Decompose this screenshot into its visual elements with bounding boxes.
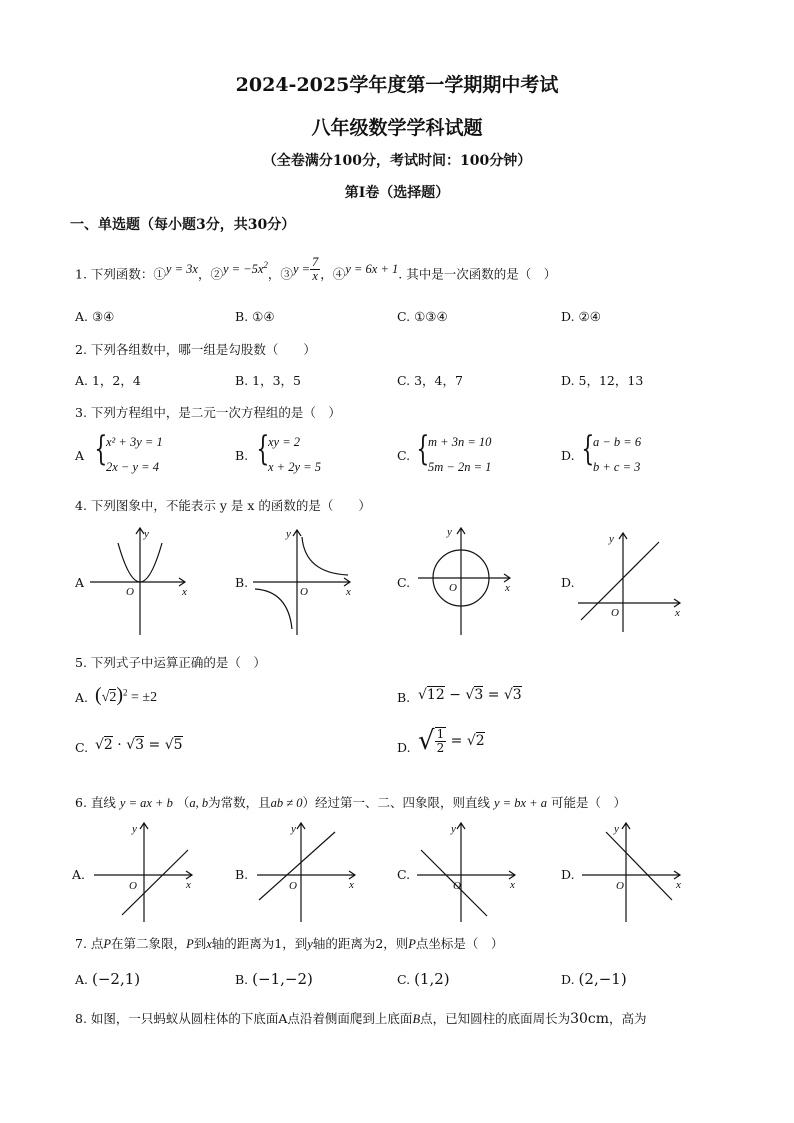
- question-4: 4. 下列图象中，不能表示 y 是 x 的函数的是（ ）: [75, 498, 371, 513]
- q7-p1: P: [103, 937, 112, 951]
- q5-a-rhs: = ±2: [131, 690, 158, 705]
- q7-option-a[interactable]: [75, 970, 140, 988]
- q1-f3: [292, 255, 320, 284]
- q4-b-curve-2: [255, 589, 292, 629]
- q5-d-sqrt-sign: √: [418, 726, 435, 756]
- q4-graph-c[interactable]: [415, 525, 525, 640]
- q1-sep4: ，④: [320, 266, 346, 282]
- q1-f2-sup: 2: [263, 259, 268, 270]
- q4-c-x-label: x: [505, 582, 510, 594]
- q5-c-r1: 2: [103, 737, 113, 753]
- q8-b: B: [412, 1012, 421, 1026]
- q6-mid3: ）经过第一、二、四象限，则直线: [302, 795, 491, 810]
- q6-a-y-label: y: [132, 823, 137, 835]
- q3-d-brace: {: [581, 429, 595, 469]
- q5-a-sqrt-sign: √: [101, 690, 110, 705]
- q5-b-sqrt1: √: [418, 687, 427, 703]
- q4-d-origin: O: [611, 607, 619, 619]
- q3-option-b-label[interactable]: B.: [235, 448, 249, 463]
- q5-option-c[interactable]: [95, 737, 183, 753]
- q8-text3: ，高为: [609, 1011, 647, 1026]
- q3-option-a-label[interactable]: A: [75, 448, 85, 463]
- q3-b-eq2: x + 2y = 5: [268, 460, 321, 474]
- q6-c-x-label: x: [510, 879, 515, 891]
- q6-option-d-label[interactable]: D.: [561, 867, 575, 882]
- q7-y-axis: y: [307, 937, 313, 951]
- exam-info: （全卷满分100分，考试时间：100分钟）: [262, 153, 532, 169]
- q5-option-d[interactable]: [418, 726, 485, 756]
- q5-b-op: −: [449, 687, 461, 703]
- section-title: 一、单选题（每小题3分，共30分）: [70, 217, 296, 233]
- q4-d-y-label: y: [609, 533, 614, 545]
- q5-c-r3: 5: [173, 737, 183, 753]
- q3-b-eq1: xy = 2: [268, 435, 301, 449]
- q7-prefix: 7. 点: [75, 936, 104, 951]
- q6-f1: y = ax + b: [119, 796, 173, 810]
- question-6: [75, 793, 626, 811]
- q1-f1: y = 3x: [165, 261, 198, 276]
- q6-mid: （: [176, 795, 190, 810]
- q4-option-b-label[interactable]: B.: [235, 575, 249, 590]
- q4-b-curve-1: [302, 537, 348, 575]
- question-8: [75, 1009, 647, 1027]
- q5-a-rparen: ): [116, 684, 124, 706]
- q7-a-value: (−2,1): [92, 970, 141, 988]
- q2-option-c[interactable]: C. 3，4，7: [397, 373, 463, 388]
- q4-option-d-label[interactable]: D.: [561, 575, 575, 590]
- q1-f3-den: x: [312, 269, 318, 284]
- q7-t2: 到: [193, 936, 207, 951]
- q8-text2: 点，已知圆柱的底面周长为: [420, 1011, 571, 1026]
- q8-text1: 8. 如图，一只蚂蚁从圆柱体的下底面A点沿着侧面爬到上底面: [75, 1011, 413, 1026]
- q5-option-b[interactable]: [418, 687, 522, 703]
- q5-d-num: 1: [436, 727, 445, 742]
- q1-option-c[interactable]: C. ①③④: [397, 309, 448, 324]
- q3-d-eq2: b + c = 3: [593, 460, 641, 474]
- q5-a-exp: 2: [123, 687, 128, 698]
- q5-option-d-label[interactable]: D.: [397, 740, 411, 755]
- q3-c-eq2: 5m − 2n = 1: [428, 460, 492, 474]
- exam-title: 2024-2025学年度第一学期期中考试: [235, 74, 559, 96]
- q6-option-b-label[interactable]: B.: [235, 867, 249, 882]
- q7-p2: P: [186, 937, 194, 951]
- q3-a-eq1: x² + 3y = 1: [106, 435, 163, 449]
- q6-c-origin: O: [453, 880, 461, 892]
- q1-sep2: ，②: [197, 266, 223, 282]
- q7-b-label: B.: [235, 972, 249, 987]
- q7-t4: 轴的距离为2，则: [312, 936, 409, 951]
- q4-c-y-label: y: [447, 526, 452, 538]
- q6-cond: ab ≠ 0: [270, 796, 303, 810]
- q4-a-x-label: x: [182, 586, 187, 598]
- q6-d-y-label: y: [614, 823, 619, 835]
- q4-d-x-label: x: [675, 607, 680, 619]
- q5-c-op: ·: [117, 737, 122, 753]
- q5-c-r2: 3: [135, 737, 145, 753]
- q6-d-x-label: x: [676, 879, 681, 891]
- q6-graph-a[interactable]: [92, 820, 202, 925]
- question-2: 2. 下列各组数中，哪一组是勾股数（ ）: [75, 342, 316, 357]
- q1-f3-lhs: y =: [292, 261, 311, 276]
- q5-b-r2: 3: [474, 687, 484, 703]
- q1-prefix: 1. 下列函数：①: [75, 266, 166, 282]
- q4-a-y-label: y: [144, 528, 149, 540]
- q7-p3: P: [408, 937, 416, 951]
- question-7: [75, 934, 503, 952]
- q2-option-a[interactable]: A. 1，2，4: [75, 373, 141, 388]
- q7-t1: 在第二象限，: [111, 936, 187, 951]
- q6-d-origin: O: [616, 880, 624, 892]
- q7-t5: 点坐标是（ ）: [415, 936, 504, 951]
- q6-option-c-label[interactable]: C.: [397, 867, 411, 882]
- q4-b-origin: O: [300, 586, 308, 598]
- q1-sep3: ，③: [267, 266, 293, 282]
- q6-a-origin: O: [129, 880, 137, 892]
- q4-option-c-label[interactable]: C.: [397, 575, 411, 590]
- q4-c-origin: O: [449, 582, 457, 594]
- q3-d-eq1: a − b = 6: [593, 435, 642, 449]
- q3-option-d-label[interactable]: D.: [561, 448, 575, 463]
- q2-option-d[interactable]: D. 5，12，13: [561, 373, 644, 388]
- q6-a-x-label: x: [186, 879, 191, 891]
- q7-x-axis: x: [206, 937, 212, 951]
- q1-f4: y = 6x + 1: [345, 261, 399, 276]
- q5-a-lparen: (: [95, 684, 102, 706]
- q8-val: 30cm: [570, 1011, 610, 1027]
- q5-b-r1: 12: [426, 687, 445, 703]
- q7-d-label: D.: [561, 972, 575, 987]
- q5-b-sqrt2: √: [465, 687, 475, 703]
- q6-graph-c[interactable]: [415, 820, 525, 925]
- q6-option-a-label[interactable]: A.: [72, 867, 86, 882]
- q3-b-brace: {: [256, 429, 270, 469]
- volume-title: 第Ⅰ卷（选择题）: [344, 185, 450, 201]
- q4-graph-d[interactable]: [575, 530, 690, 635]
- q7-option-d[interactable]: [561, 970, 627, 988]
- q6-graph-b[interactable]: [255, 820, 365, 925]
- q6-b-line: [259, 832, 335, 900]
- q7-t3: 轴的距离为1，到: [211, 936, 308, 951]
- q5-c-sqrt2: √: [126, 737, 136, 753]
- q6-suffix: 可能是（ ）: [550, 795, 626, 810]
- q6-b-y-label: y: [291, 823, 296, 835]
- q5-d-den: 2: [436, 741, 445, 755]
- q5-option-a[interactable]: [95, 684, 157, 707]
- q7-a-label: A.: [75, 972, 89, 987]
- q7-b-value: (−1,−2): [252, 970, 313, 988]
- q6-prefix: 6. 直线: [75, 795, 116, 810]
- q1-option-d[interactable]: D. ②④: [561, 309, 601, 324]
- q3-c-brace: {: [416, 429, 430, 469]
- q3-a-eq2: 2x − y = 4: [106, 460, 159, 474]
- q5-c-sqrt3: √: [164, 737, 174, 753]
- q4-b-x-label: x: [346, 586, 351, 598]
- q6-ab: a, b: [189, 796, 209, 810]
- q7-c-value: (1,2): [414, 970, 450, 988]
- q4-graph-a[interactable]: [90, 525, 200, 640]
- q5-a-radicand: 2: [109, 690, 117, 705]
- q7-d-value: (2,−1): [578, 970, 627, 988]
- q5-option-c-label[interactable]: C.: [75, 740, 89, 755]
- q6-b-x-label: x: [349, 879, 354, 891]
- q7-option-c[interactable]: [397, 970, 450, 988]
- q1-f2-base: y = −5x: [222, 261, 264, 276]
- q4-option-a-label[interactable]: A: [75, 575, 85, 590]
- q5-d-r: 2: [475, 733, 485, 749]
- q6-b-origin: O: [289, 880, 297, 892]
- q1-f2: [222, 259, 268, 276]
- q1-suffix: . 其中是一次函数的是（ ）: [398, 266, 557, 282]
- q6-c-y-label: y: [451, 823, 456, 835]
- q2-option-b[interactable]: B. 1，3，5: [235, 373, 301, 388]
- q6-mid2: 为常数，且: [208, 795, 271, 810]
- question-5: 5. 下列式子中运算正确的是（ ）: [75, 655, 266, 670]
- q5-c-eq: =: [148, 737, 161, 753]
- q5-b-r3: 3: [512, 687, 522, 703]
- q7-c-label: C.: [397, 972, 411, 987]
- q3-c-eq1: m + 3n = 10: [428, 435, 492, 449]
- q4-a-origin: O: [126, 586, 134, 598]
- q4-d-line: [581, 542, 659, 620]
- q4-graph-b[interactable]: [250, 525, 365, 640]
- q1-option-b[interactable]: B. ①④: [235, 309, 275, 324]
- q1-f3-frac: [310, 256, 320, 283]
- q4-b-y-label: y: [286, 528, 291, 540]
- q5-d-sqrt2: √: [466, 733, 476, 749]
- q1-f3-num: 7: [312, 255, 319, 269]
- q5-d-frac: [435, 727, 447, 754]
- exam-subtitle: 八年级数学学科试题: [311, 117, 483, 139]
- q6-graph-d[interactable]: [580, 820, 690, 925]
- q7-option-b[interactable]: [235, 970, 313, 988]
- question-3: 3. 下列方程组中，是二元一次方程组的是（ ）: [75, 405, 341, 420]
- q6-f2: y = bx + a: [494, 796, 547, 810]
- q5-c-sqrt1: √: [95, 737, 104, 753]
- q5-b-sqrt3: √: [503, 687, 513, 703]
- q5-d-eq: =: [450, 733, 463, 749]
- q3-option-c-label[interactable]: C.: [397, 448, 411, 463]
- q3-a-brace: {: [94, 429, 108, 469]
- q5-option-a-label[interactable]: A.: [75, 690, 89, 705]
- question-1: [75, 255, 557, 289]
- q5-option-b-label[interactable]: B.: [397, 690, 411, 705]
- q1-option-a[interactable]: A. ③④: [75, 309, 115, 324]
- q5-b-eq: =: [487, 687, 500, 703]
